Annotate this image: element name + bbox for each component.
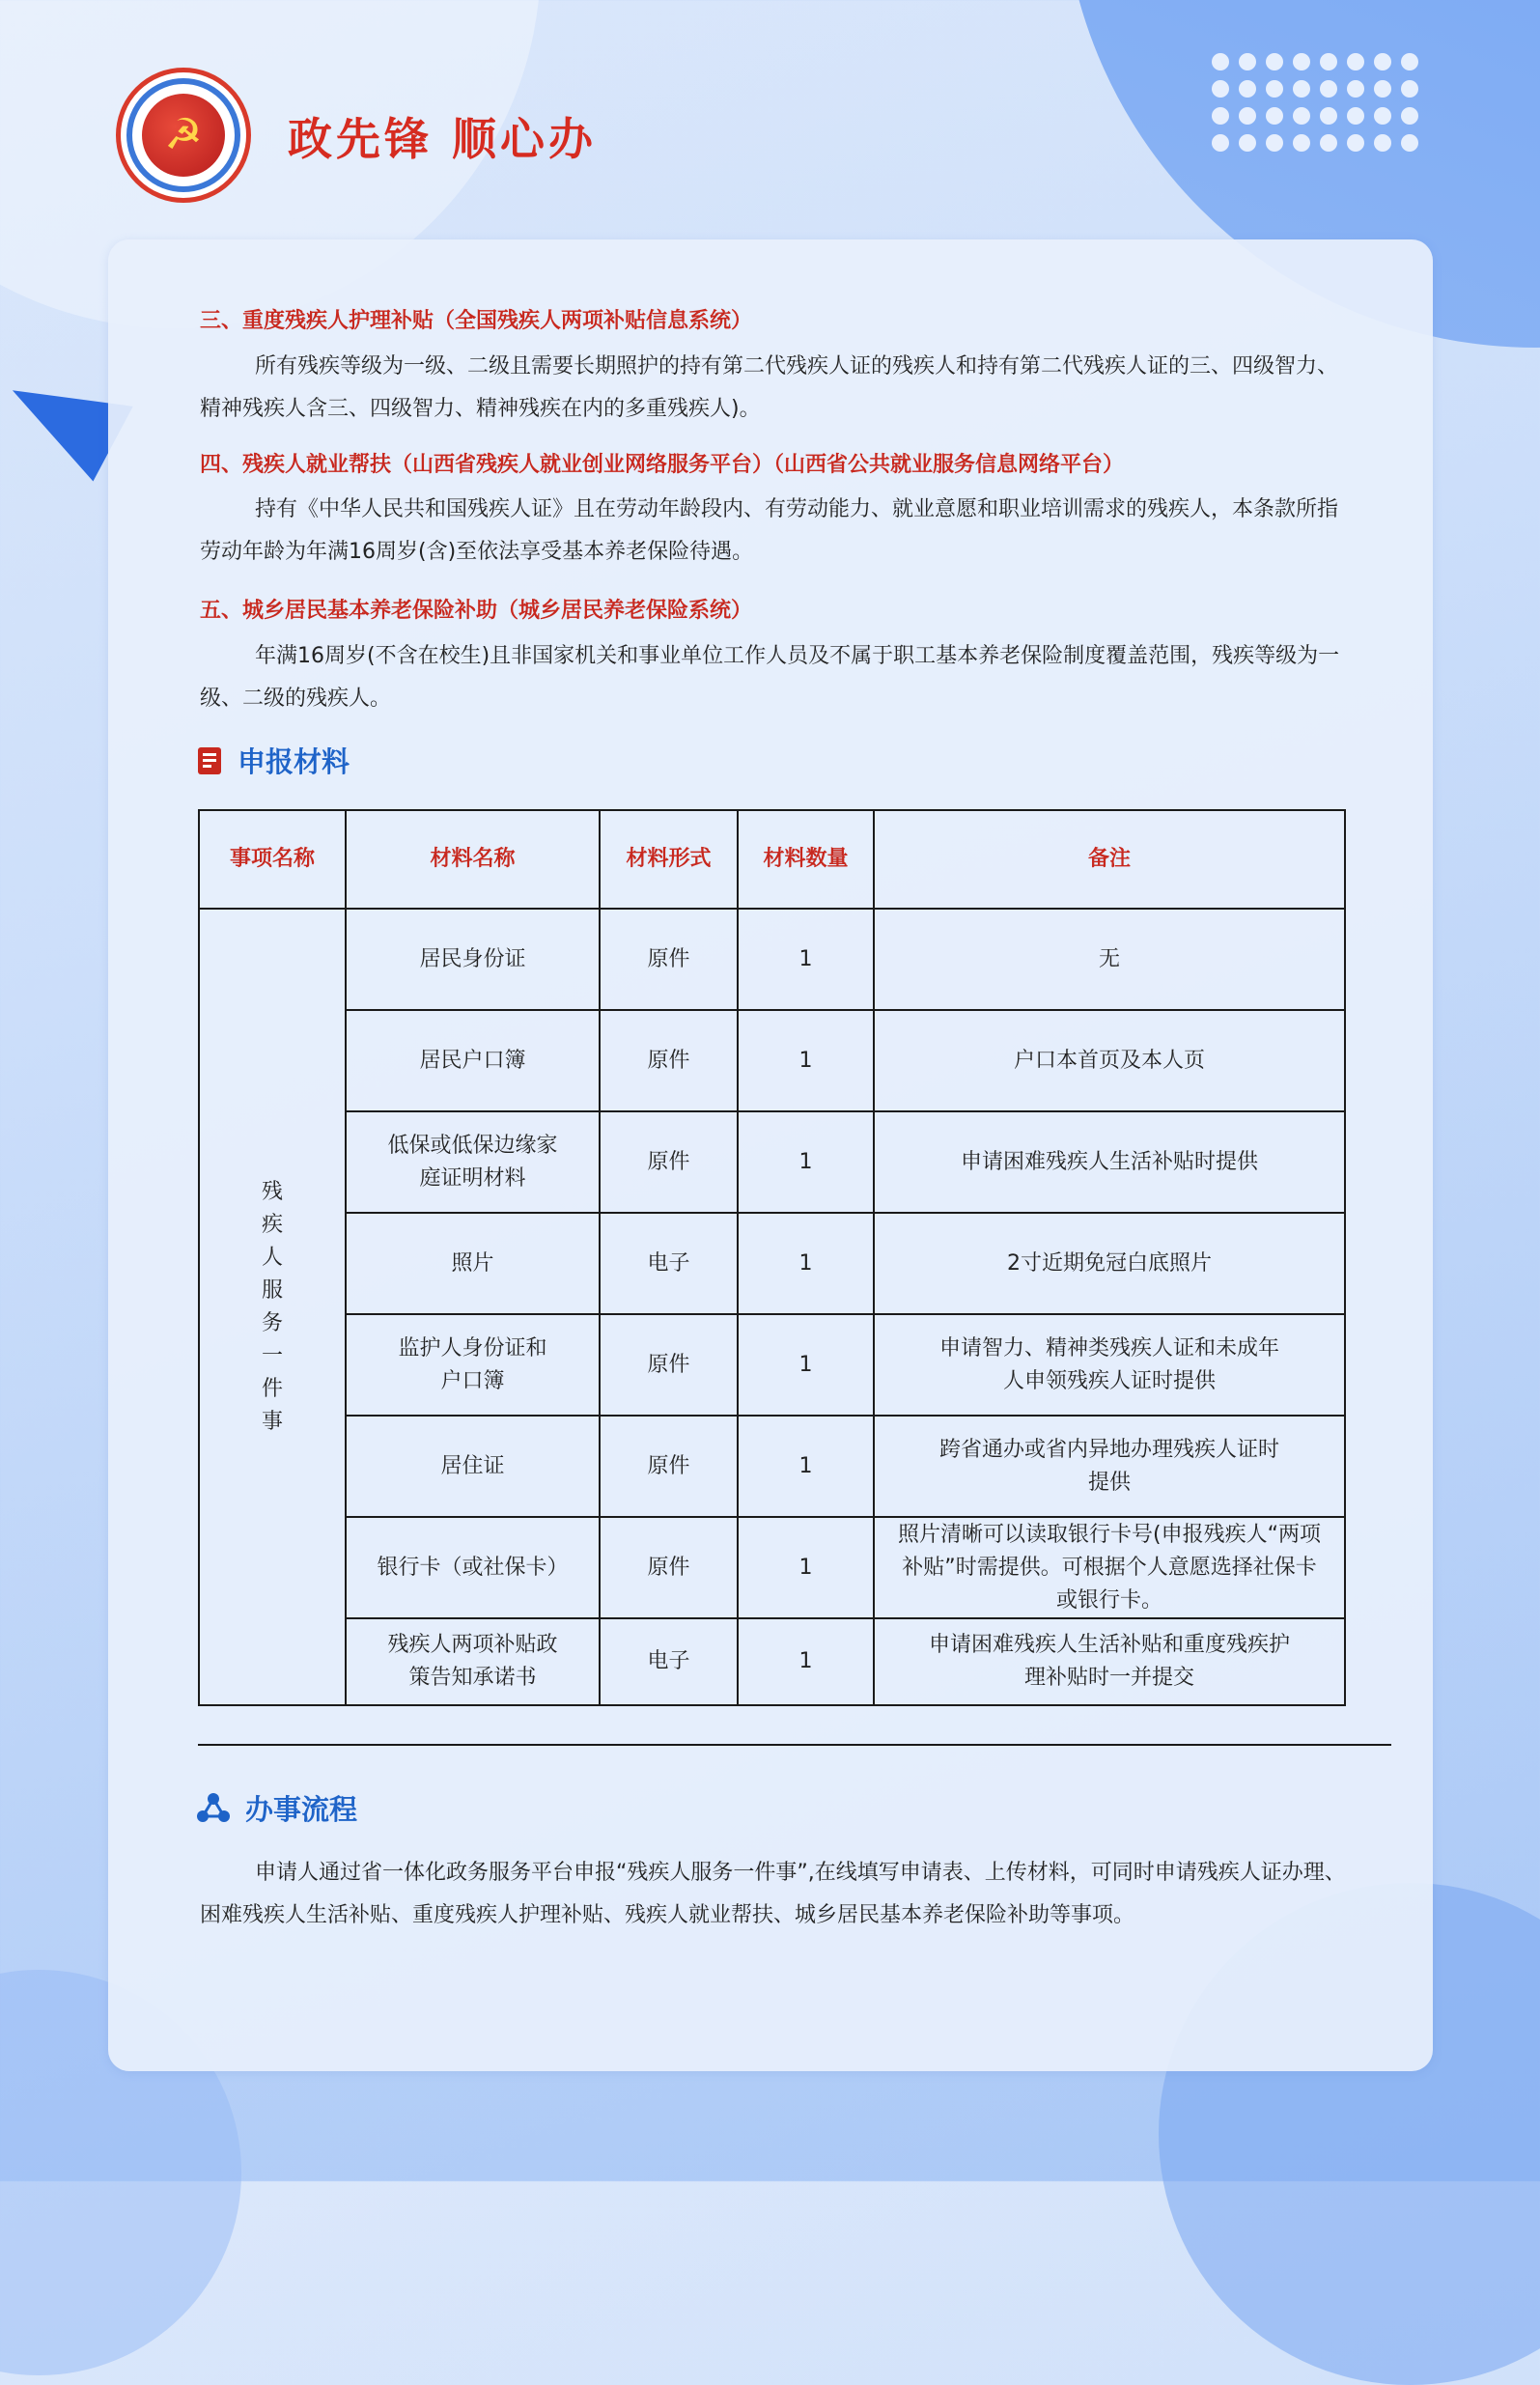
document-icon [197,746,222,782]
material-note: 2寸近期免冠白底照片 [874,1213,1345,1314]
table-row [199,1416,1345,1517]
material-name: 监护人身份证和户口簿 [346,1314,600,1416]
material-qty: 1 [738,1314,874,1416]
section-4-text: 持有《中华人民共和国残疾人证》且在劳动年龄段内、有劳动能力、就业意愿和职业培训需求的残疾人，本条款所指劳动年龄为年满16周岁(含)至依法享受基本养老保险待遇。 [200,497,1339,564]
material-note: 无 [874,909,1345,1010]
party-logo [116,68,251,203]
section-3-title: 三、重度残疾人护理补贴（全国残疾人两项补贴信息系统） [200,309,753,333]
process-heading-label: 办事流程 [245,1793,358,1826]
process-heading [197,1788,357,1830]
material-form: 原件 [600,1517,738,1618]
material-qty: 1 [738,1111,874,1213]
table-row [199,1618,1345,1705]
material-name: 残疾人两项补贴政策告知承诺书 [346,1618,600,1705]
flow-nodes-icon [197,1792,230,1830]
col-header-material: 材料名称 [346,810,600,909]
logo-emblem-icon [142,94,225,177]
material-qty: 1 [738,909,874,1010]
table-row [199,1517,1345,1618]
process-text: 申请人通过省一体化政务服务平台申报“残疾人服务一件事”,在线填写申请表、上传材料，可同时申请残疾人证办理、困难残疾人生活补贴、重度残疾人护理补贴、残疾人就业帮扶、城乡居民基本养老保险补助等事项。 [200,1861,1346,1927]
col-header-note: 备注 [874,810,1345,909]
table-row [199,1111,1345,1213]
hammer-sickle-icon: ☭ [164,110,203,159]
materials-heading [197,741,350,782]
material-name: 低保或低保边缘家庭证明材料 [346,1111,600,1213]
slogan-title: 政先锋 顺心办 [288,113,598,165]
material-form: 电子 [600,1618,738,1705]
material-form: 原件 [600,1010,738,1111]
material-form: 电子 [600,1213,738,1314]
material-form: 原件 [600,1416,738,1517]
col-header-form: 材料形式 [600,810,738,909]
material-note: 户口本首页及本人页 [874,1010,1345,1111]
table-header-row [199,810,1345,909]
section-4-title: 四、残疾人就业帮扶（山西省残疾人就业创业网络服务平台）（山西省公共就业服务信息网络平台） [200,453,1125,477]
material-qty: 1 [738,1010,874,1111]
material-qty: 1 [738,1517,874,1618]
material-note: 跨省通办或省内异地办理残疾人证时提供 [874,1416,1345,1517]
section-3-text: 所有残疾等级为一级、二级且需要长期照护的持有第二代残疾人证的残疾人和持有第二代残疾人证的三、四级智力、精神残疾人含三、四级智力、精神残疾在内的多重残疾人)。 [200,354,1339,421]
table-bottom-rule [198,1744,1391,1746]
material-note: 申请智力、精神类残疾人证和未成年人申领残疾人证时提供 [874,1314,1345,1416]
material-name: 银行卡（或社保卡） [346,1517,600,1618]
table-row [199,1213,1345,1314]
material-note: 申请困难残疾人生活补贴时提供 [874,1111,1345,1213]
material-name: 居民户口簿 [346,1010,600,1111]
material-form: 原件 [600,1111,738,1213]
material-note: 照片清晰可以读取银行卡号(申报残疾人“两项补贴”时需提供。可根据个人意愿选择社保卡或银行卡。 [874,1517,1345,1618]
materials-heading-label: 申报材料 [238,745,350,778]
materials-table [198,809,1346,1706]
col-header-item: 事项名称 [199,810,346,909]
material-name: 照片 [346,1213,600,1314]
section-5-title: 五、城乡居民基本养老保险补助（城乡居民养老保险系统） [200,599,753,623]
material-name: 居民身份证 [346,909,600,1010]
material-qty: 1 [738,1416,874,1517]
material-name: 居住证 [346,1416,600,1517]
col-header-qty: 材料数量 [738,810,874,909]
table-row [199,1010,1345,1111]
item-name-cell: 残 疾 人 服 务 一 件 事 [199,909,346,1705]
material-qty: 1 [738,1618,874,1705]
material-form: 原件 [600,1314,738,1416]
table-row [199,909,1345,1010]
table-row [199,1314,1345,1416]
dot-grid-decoration [1212,53,1418,152]
section-5-text: 年满16周岁(不含在校生)且非国家机关和事业单位工作人员及不属于职工基本养老保险制度覆盖范围，残疾等级为一级、二级的残疾人。 [200,644,1340,711]
material-qty: 1 [738,1213,874,1314]
material-note: 申请困难残疾人生活补贴和重度残疾护理补贴时一并提交 [874,1618,1345,1705]
material-form: 原件 [600,909,738,1010]
